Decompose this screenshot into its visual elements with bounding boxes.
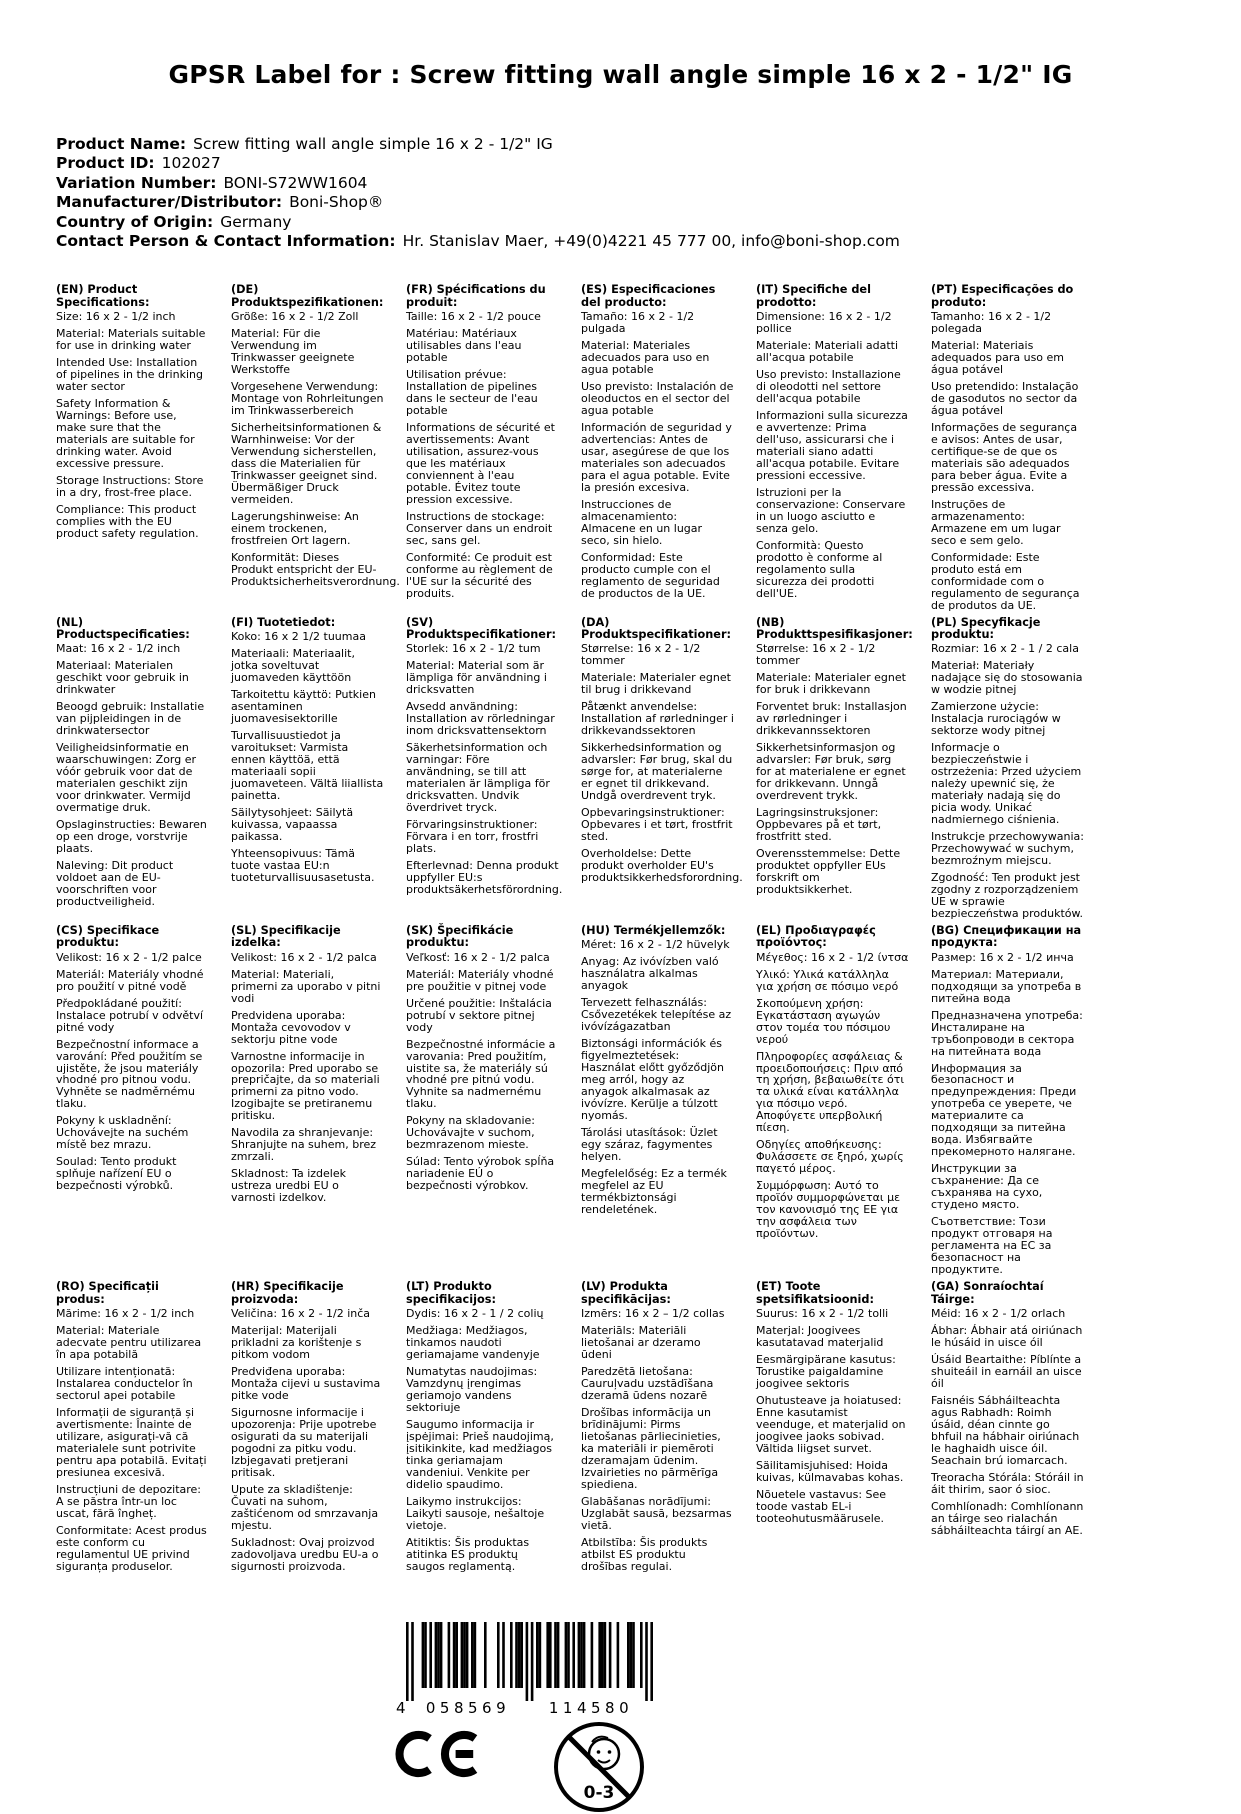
spec-paragraph: Materiaali: Materiaalit, jotka soveltuvat juomaveden käyttöön [231,647,355,684]
spec-section-title: (SK) Špecifikácie produktu: [406,924,514,950]
spec-paragraph: Navodila za shranjevanje: Shranjujte na suhem, brez zmrzali. [231,1126,377,1164]
barcode-icon [392,1622,654,1716]
spec-paragraph: Size: 16 x 2 - 1/2 inch [56,310,176,324]
spec-section-et [756,1281,909,1577]
spec-paragraph: Veľkosť: 16 x 2 - 1/2 palca [406,950,550,964]
spec-paragraph: Taille: 16 x 2 - 1/2 pouce [406,310,541,324]
product-info-label: Variation Number: [56,173,217,192]
spec-section-nl [56,617,209,925]
spec-paragraph: Uso previsto: Instalación de oleoductos en el sector del agua potable [581,379,734,417]
spec-paragraph: Tervezett felhasználás: Csővezetékek telepítése az ivóvízágazatban [581,996,732,1034]
spec-paragraph: Material: Materiale adecvate pentru utilizarea în apa potabilă [56,1323,202,1361]
spec-section-cs [56,925,209,1281]
spec-paragraph: Υλικό: Υλικά κατάλληλα για χρήση σε πόσιμο νερό [756,967,899,993]
spec-section-bg [931,925,1084,1281]
spec-paragraph: Informacje o bezpieczeństwie i ostrzeżenia: Przed użyciem należy upewnić się, że materiały nadają się do picia wody. Unikać nadmiernego ciśnienia. [931,741,1082,827]
spec-paragraph: Treoracha Stórála: Stóráil in áit thirim, saor ó sioc. [931,1470,1084,1496]
spec-paragraph: Lagerungshinweise: An einem trockenen, frostfreien Ort lagern. [231,509,359,547]
spec-paragraph: Forventet bruk: Installasjon av rørledninger i drikkevannssektoren [756,700,907,738]
spec-paragraph: Conformidade: Este produto está em conformidade com o regulamento de segurança de produtos da UE. [931,550,1080,612]
product-info-label: Manufacturer/Distributor: [56,193,283,212]
spec-paragraph: Súlad: Tento výrobok spĺňa nariadenie EÚ o bezpečnosti výrobkov. [406,1155,555,1193]
spec-paragraph: Storlek: 16 x 2 - 1/2 tum [406,642,541,656]
spec-paragraph: Nõuetele vastavus: See toode vastab EL-i tooteohutusmäärusele. [756,1487,887,1525]
spec-section-title: (CS) Specifikace produktu: [56,924,160,950]
spec-paragraph: Instrukcje przechowywania: Przechowywać w suchym, bezmroźnym miejscu. [931,830,1085,868]
spec-paragraph: Materijal: Materijali prikladni za korištenje s pitkom vodom [231,1323,362,1361]
spec-paragraph: Velikost: 16 x 2 - 1/2 palce [56,950,202,964]
spec-section-fi [231,617,384,925]
spec-paragraph: Matériau: Matériaux utilisables dans l'eau potable [406,327,522,365]
spec-paragraph: Predvidena uporaba: Montaža cevovodov v sektorju pitne vode [231,1008,351,1046]
spec-paragraph: Materiaal: Materialen geschikt voor gebruik in drinkwater [56,659,189,697]
spec-paragraph: Instruções de armazenamento: Armazene em um lugar seco e sem gelo. [931,497,1061,547]
spec-paragraph: Yhteensopivuus: Tämä tuote vastaa EU:n tuoteturvallisuusasetusta. [231,846,375,884]
spec-paragraph: Предназначена употреба: Инсталиране на тръбопроводи в сектора на питейната вода [931,1008,1083,1058]
spec-paragraph: Beoogd gebruik: Installatie van pijpleidingen in de drinkwatersector [56,700,205,738]
spec-paragraph: Velikost: 16 x 2 - 1/2 palca [231,950,377,964]
spec-section-title: (LT) Produkto specifikacijos: [406,1280,496,1306]
spec-paragraph: Medžiaga: Medžiagos, tinkamos naudoti geriamajame vandenyje [406,1323,540,1361]
spec-paragraph: Drošības informācija un brīdinājumi: Pirms lietošanas pārliecinieties, ka materiāli ir piemēroti dzeramajam ūdenim. Izvairieties no pārmērīga spiediena. [581,1405,721,1491]
spec-paragraph: Bezpečnostné informácie a varovania: Pred použitím, uistite sa, že materiály sú vhodné pre pitnú vodu. Vyhnite sa nadmernému tlaku. [406,1037,556,1111]
spec-section-title: (FI) Tuotetiedot: [231,615,336,629]
spec-paragraph: Materiale: Materialer egnet for bruk i drikkevann [756,671,906,697]
spec-paragraph: Instructions de stockage: Conserver dans un endroit sec, sans gel. [406,509,553,547]
spec-section-da [581,615,743,925]
spec-paragraph: Größe: 16 x 2 - 1/2 Zoll [231,310,359,324]
spec-paragraph: Saugumo informacija ir įspėjimai: Prieš naudojimą, įsitikinkite, kad medžiagos tinka geriamajam vandeniui. Venkite per didelio spaudimo. [406,1417,554,1491]
page-title: GPSR Label for : Screw fitting wall angle simple 16 x 2 - 1/2" IG [168,60,1073,89]
spec-paragraph: Ábhar: Ábhair atá oiriúnach le húsáid in uisce óil [931,1323,1083,1349]
spec-section-ro [56,1281,209,1577]
spec-paragraph: Instrucțiuni de depozitare: A se păstra într-un loc uscat, fără îngheț. [56,1482,202,1520]
spec-paragraph: Materiał: Materiały nadające się do stosowania w wodzie pitnej [931,659,1083,697]
spec-paragraph: Størrelse: 16 x 2 - 1/2 tommer [581,642,701,668]
spec-section-title: (LV) Produkta specifikācijas: [581,1280,671,1306]
spec-paragraph: Mărime: 16 x 2 - 1/2 inch [56,1306,195,1320]
spec-paragraph: Zgodność: Ten produkt jest zgodny z rozporządzeniem UE w sprawie bezpieczeństwa produktów. [931,871,1084,921]
spec-paragraph: Información de seguridad y advertencias: Antes de usar, asegúrese de que los materiales son adecuados para el agua potable. Evite la presión excesiva. [581,420,732,494]
spec-paragraph: Suurus: 16 x 2 - 1/2 tolli [756,1306,889,1320]
spec-paragraph: Předpokládané použití: Instalace potrubí v odvětví pitné vody [56,996,204,1034]
spec-paragraph: Eesmärgipärane kasutus: Torustike paigaldamine joogivee sektoris [756,1352,896,1390]
product-info-label: Product ID: [56,154,155,173]
spec-paragraph: Informații de siguranță și avertismente: Înainte de utilizare, asigurați-vă că materialele sunt potrivite pentru apa potabilă. Evitați presiunea excesivă. [56,1405,207,1479]
spec-section-title: (PL) Specyfikacje produktu: [931,615,1041,642]
spec-paragraph: Opslaginstructies: Bewaren op een droge, vorstvrije plaats. [56,818,207,856]
product-info-line [56,213,1241,232]
compliance-marks [394,1720,692,1814]
spec-paragraph: Atbilstība: Šis produkts atbilst ES produktu drošības regulai. [581,1535,708,1573]
spec-paragraph: Megfelelőség: Ez a termék megfelel az EU termékbiztonsági rendeletének. [581,1167,727,1216]
spec-paragraph: Istruzioni per la conservazione: Conservare in un luogo asciutto e senza gelo. [756,485,906,535]
spec-paragraph: Méid: 16 x 2 - 1/2 orlach [931,1306,1066,1320]
spec-paragraph: Storage Instructions: Store in a dry, frost-free place. [56,473,204,499]
spec-paragraph: Συμμόρφωση: Αυτό το προϊόν συμμορφώνεται με τον κανονισμό της ΕΕ για την ασφάλεια των προϊόντων. [756,1179,901,1241]
spec-paragraph: Biztonsági információk és figyelmeztetések: Használat előtt győződjön meg arról, hogy az anyagok alkalmasak az ivóvízre. Kerülje a túlzott nyomás. [581,1037,724,1123]
spec-paragraph: Utilisation prévue: Installation de pipelines dans le secteur de l'eau potable [406,368,538,417]
spec-section-title: (RO) Specificații produs: [56,1280,159,1306]
spec-paragraph: Materiál: Materiály vhodné pro použití v pitné vodě [56,967,204,993]
spec-paragraph: Naleving: Dit product voldoet aan de EU-voorschriften voor productveiligheid. [56,859,174,909]
spec-paragraph: Material: Materiales adecuados para uso en agua potable [581,339,710,376]
spec-section-title: (SL) Specifikacije izdelka: [231,924,341,950]
spec-section-nb [756,615,913,925]
spec-paragraph: Tárolási utasítások: Üzlet egy száraz, fagymentes helyen. [581,1126,718,1164]
spec-paragraph: Conformité: Ce produit est conforme au règlement de l'UE sur la sécurité des produits. [406,550,553,600]
spec-grid [56,284,1241,1577]
spec-section-pl [931,617,1084,925]
spec-paragraph: Instrucciones de almacenamiento: Almacene en un lugar seco, sin hielo. [581,497,703,547]
spec-paragraph: Vorgesehene Verwendung: Montage von Rohrleitungen im Trinkwasserbereich [231,379,384,417]
spec-paragraph: Påtænkt anvendelse: Installation af rørledninger i drikkevandssektoren [581,700,734,738]
barcode-digits-right: 114580 [548,1698,634,1717]
product-info-value: Hr. Stanislav Maer, +49(0)4221 45 777 00, info@boni-shop.com [402,232,900,251]
product-info-value: BONI-S72WW1604 [223,173,368,192]
spec-paragraph: Varnostne informacije in opozorila: Pred uporabo se prepričajte, da so materiali primerni za pitno vodo. Izogibajte se pretiranemu pritisku. [231,1049,380,1123]
spec-paragraph: Størrelse: 16 x 2 - 1/2 tommer [756,642,876,668]
spec-paragraph: Tamaño: 16 x 2 - 1/2 pulgada [581,310,695,336]
spec-paragraph: Zamierzone użycie: Instalacja rurociągów w sektorze wody pitnej [931,700,1061,738]
age-warning-label: 0-3 [583,1782,615,1803]
spec-paragraph: Material: Materials suitable for use in drinking water [56,327,206,353]
spec-paragraph: Lagringsinstruksjoner: Oppbevares på et tørt, frostfritt sted. [756,806,882,844]
spec-paragraph: Overensstemmelse: Dette produktet oppfyller EUs forskrift om produktsikkerhet. [756,847,901,897]
spec-paragraph: Soulad: Tento produkt splňuje nařízení EU o bezpečnosti výrobků. [56,1155,177,1193]
spec-paragraph: Съответствие: Този продукт отговаря на регламента на ЕС за безопасност на продуктите. [931,1215,1053,1277]
spec-section-title: (EL) Προδιαγραφές προϊόντος: [756,924,876,950]
spec-section-sv [406,615,563,925]
product-info-label: Contact Person & Contact Information: [56,232,396,251]
spec-paragraph: Materiale: Materialer egnet til brug i drikkevand [581,671,731,697]
spec-paragraph: Upute za skladištenje: Čuvati na suhom, zaštićenom od smrzavanja mjestu. [231,1482,379,1532]
spec-paragraph: Informações de segurança e avisos: Antes de usar, certifique-se de que os materiais são adequados para beber água. Evite a pressão excessiva. [931,420,1078,494]
ce-mark-icon [394,1732,482,1776]
spec-section-hu [581,925,734,1281]
spec-section-hr [231,1281,384,1577]
spec-paragraph: Skladnost: Ta izdelek ustreza uredbi EU o varnosti izdelkov. [231,1167,346,1205]
spec-section-title: (DE) Produktspezifikationen: [231,283,384,309]
spec-paragraph: Μέγεθος: 16 x 2 - 1/2 ίντσα [756,950,909,964]
spec-paragraph: Säkerhetsinformation och varningar: Före användning, se till att materialen är lämpliga för dricksvatten. Undvik överdrivet tryck. [406,741,550,815]
spec-paragraph: Utilizare intenționată: Instalarea conductelor în sectorul apei potabile [56,1364,193,1402]
product-info-label: Country of Origin: [56,212,214,231]
product-info-value: Boni-Shop® [289,193,384,212]
spec-section-ga [931,1281,1084,1577]
spec-paragraph: Sikkerhetsinformasjon og advarsler: Før bruk, sørg for at materialene er egnet for drikkevann. Unngå overdrevent trykk. [756,741,906,803]
spec-paragraph: Säilytysohjeet: Säilytä kuivassa, vapaassa paikassa. [231,805,354,843]
spec-paragraph: Tarkoitettu käyttö: Putkien asentaminen juomavesisektorille [231,687,376,725]
spec-paragraph: Πληροφορίες ασφάλειας & προειδοποιήσεις: Πριν από τη χρήση, βεβαιωθείτε ότι τα υλικά είναι κατάλληλα για πόσιμο νερό. Αποφύγετε υπερβολική πίεση. [756,1049,905,1135]
spec-section-title: (FR) Spécifications du produit: [406,283,546,309]
spec-paragraph: Sikkerhedsinformation og advarsler: Før brug, skal du sørge for, at materialerne er egnet til drikkevand. Undgå overdrevent tryk. [581,741,733,803]
product-info [56,135,1241,251]
spec-paragraph: Faisnéis Sábháilteachta agus Rabhadh: Roimh úsáid, déan cinnte go bhfuil na hábhair oiriúnach le haghaidh uisce óil. Seachain brú iomarcach. [931,1393,1080,1467]
spec-paragraph: Paredzētā lietošana: Cauruļvadu uzstādīšana dzeramā ūdens nozarē [581,1364,714,1402]
spec-section-title: (GA) Sonraíochtaí Táirge: [931,1280,1044,1306]
barcode [392,1622,654,1716]
spec-paragraph: Materjal: Joogivees kasutatavad materjalid [756,1323,884,1349]
spec-section-lv [581,1281,734,1577]
spec-section-title: (SV) Produktspecifikationer: [406,615,557,642]
spec-paragraph: Compliance: This product complies with the EU product safety regulation. [56,502,199,540]
spec-section-title: (DA) Produktspecifikationer: [581,615,732,642]
spec-paragraph: Conformità: Questo prodotto è conforme al regolamento sulla sicurezza dei prodotti dell'UE. [756,538,883,600]
spec-paragraph: Materiāls: Materiāli lietošanai ar dzeramo ūdeni [581,1323,701,1361]
spec-paragraph: Safety Information & Warnings: Before use, make sure that the materials are suitable for drinking water. Avoid excessive pressure. [56,396,195,470]
spec-paragraph: Dimensione: 16 x 2 - 1/2 pollice [756,310,892,336]
spec-paragraph: Rozmiar: 16 x 2 - 1 / 2 cala [931,642,1079,656]
spec-paragraph: Ohutusteave ja hoiatused: Enne kasutamist veenduge, et materjalid on joogivee jaoks sobivad. Vältida liigset survet. [756,1393,906,1455]
spec-paragraph: Izmērs: 16 x 2 – 1/2 collas [581,1306,725,1320]
spec-paragraph: Materiál: Materiály vhodné pre použitie v pitnej vode [406,967,554,993]
spec-paragraph: Koko: 16 x 2 1/2 tuumaa [231,630,366,644]
spec-paragraph: Материал: Материали, подходящи за употреба в питейна вода [931,967,1082,1005]
spec-paragraph: Veiligheidsinformatie en waarschuwingen: Zorg er vóór gebruik voor dat de materialen geschikt zijn voor drinkwater. Vermijd overmatige druk. [56,741,197,815]
product-info-value: 102027 [161,154,221,173]
spec-paragraph: Material: Materiali, primerni za uporabo v pitni vodi [231,967,381,1005]
spec-paragraph: Conformitate: Acest produs este conform cu regulamentul UE privind siguranța produselor. [56,1523,207,1573]
bottom-marks [392,1622,692,1814]
spec-paragraph: Maat: 16 x 2 - 1/2 inch [56,642,181,656]
spec-paragraph: Atitiktis: Šis produktas atitinka ES produktų saugos reglamentą. [406,1535,530,1573]
spec-section-title: (ES) Especificaciones del producto: [581,283,716,309]
spec-paragraph: Určené použitie: Inštalácia potrubí v sektore pitnej vody [406,996,552,1034]
product-info-line [56,174,1241,193]
spec-section-title: (PT) Especificações do produto: [931,283,1074,309]
spec-section-title: (HR) Specifikacije proizvoda: [231,1280,344,1306]
spec-paragraph: Bezpečnostní informace a varování: Před použitím se ujistěte, že jsou materiály vhodné pro pitnou vodu. Vyhněte se nadměrnému tlaku. [56,1037,203,1111]
spec-section-fr [406,284,559,616]
spec-section-title: (ET) Toote spetsifikatsioonid: [756,1280,875,1306]
spec-paragraph: Glabāšanas norādījumi: Uzglabāt sausā, bezsarmas vietā. [581,1494,732,1532]
spec-paragraph: Informazioni sulla sicurezza e avvertenze: Prima dell'uso, assicurarsi che i materiali siano adatti all'acqua potabile. Evitare pressioni eccessive. [756,408,908,482]
spec-paragraph: Material: Für die Verwendung im Trinkwasser geeignete Werkstoffe [231,327,355,376]
spec-paragraph: Dydis: 16 x 2 - 1 / 2 colių [406,1306,544,1320]
product-info-line [56,154,1241,173]
product-info-label: Product Name: [56,135,187,153]
spec-section-it [756,284,909,616]
spec-paragraph: Predviđena uporaba: Montaža cijevi u sustavima pitke vode [231,1364,381,1402]
spec-paragraph: Säilitamisjuhised: Hoida kuivas, külmavabas kohas. [756,1458,904,1484]
spec-paragraph: Konformität: Dieses Produkt entspricht der EU-Produktsicherheitsverordnung. [231,550,400,588]
spec-paragraph: Инструкции за съхранение: Да се съхранява на сухо, студено място. [931,1162,1043,1212]
spec-paragraph: Efterlevnad: Denna produkt uppfyller EU:s produktsäkerhetsförordning. [406,859,563,897]
spec-paragraph: Opbevaringsinstruktioner: Opbevares i et tørt, frostfrit sted. [581,806,733,844]
spec-paragraph: Turvallisuustiedot ja varoitukset: Varmista ennen käyttöä, että materiaali sopii juomaveteen. Vältä liiallista painetta. [231,728,384,802]
product-info-value: Screw fitting wall angle simple 16 x 2 - 1/2" IG [193,135,553,153]
spec-paragraph: Méret: 16 x 2 - 1/2 hüvelyk [581,938,730,952]
spec-paragraph: Avsedd användning: Installation av rörledningar inom dricksvattensektorn [406,700,555,738]
spec-section-sl [231,925,384,1281]
spec-paragraph: Veličina: 16 x 2 - 1/2 inča [231,1306,371,1320]
spec-paragraph: Förvaringsinstruktioner: Förvara i en torr, frostfri plats. [406,818,539,856]
spec-paragraph: Úsáid Beartaithe: Píblínte a shuiteáil in earnáil an uisce óil [931,1352,1082,1390]
spec-section-title: (EN) Product Specifications: [56,283,150,309]
spec-paragraph: Material: Materiais adequados para uso em água potável [931,339,1065,376]
spec-section-lt [406,1281,559,1577]
spec-section-title: (NL) Productspecificaties: [56,615,190,642]
spec-section-el [756,925,909,1281]
spec-paragraph: Informations de sécurité et avertissements: Avant utilisation, assurez-vous que les matériaux conviennent à l'eau potable. Évitez toute pression excessive. [406,420,555,506]
spec-paragraph: Overholdelse: Dette produkt overholder EU's produktsikkerhedsforordning. [581,847,743,885]
spec-paragraph: Uso previsto: Installazione di oleodotti nel settore dell'acqua potabile [756,368,901,405]
spec-paragraph: Размер: 16 x 2 - 1/2 инча [931,950,1074,964]
age-warning-0-3-icon [552,1720,646,1814]
spec-section-es [581,284,734,616]
spec-section-title: (HU) Termékjellemzők: [581,924,726,937]
spec-paragraph: Comhlíonadh: Comhlíonann an táirge seo rialachán sábháilteachta táirgí an AE. [931,1499,1084,1537]
spec-paragraph: Sigurnosne informacije i upozorenja: Prije upotrebe osigurati da su materijali pogodni za pitku vodu. Izbjegavati pretjerani pritisak. [231,1405,377,1479]
barcode-digits-left: 058569 [425,1698,511,1717]
barcode-lead-digit: 4 [396,1698,406,1717]
spec-section-de [231,283,400,616]
spec-paragraph: Информация за безопасност и предупреждения: Преди употреба се уверете, че материалите са подходящи за питейна вода. Избягвайте прекомерното налягане. [931,1061,1077,1159]
spec-section-pt [931,284,1084,616]
spec-paragraph: Tamanho: 16 x 2 - 1/2 polegada [931,310,1052,336]
spec-paragraph: Pokyny k uskladnění: Uchovávejte na suchém místě bez mrazu. [56,1114,189,1152]
spec-section-sk [406,925,559,1281]
product-info-line [56,193,1241,212]
spec-paragraph: Anyag: Az ivóvízben való használatra alkalmas anyagok [581,955,719,993]
spec-paragraph: Material: Material som är lämpliga för användning i dricksvatten [406,659,547,697]
product-info-line [56,135,1241,154]
spec-paragraph: Sicherheitsinformationen & Warnhinweise: Vor der Verwendung sicherstellen, dass die Materialien für Trinkwasser geeignet sind. Übermäßiger Druck vermeiden. [231,420,382,506]
spec-paragraph: Conformidad: Este producto cumple con el reglamento de seguridad de productos de la UE. [581,550,720,600]
product-info-value: Germany [220,212,292,231]
spec-paragraph: Σκοπούμενη χρήση: Εγκατάσταση αγωγών στον τομέα του πόσιμου νερού [756,996,891,1046]
spec-paragraph: Numatytas naudojimas: Vamzdynų įrengimas geriamojo vandens sektoriuje [406,1364,538,1414]
spec-paragraph: Intended Use: Installation of pipelines in the drinking water sector [56,356,203,393]
spec-paragraph: Sukladnost: Ovaj proizvod zadovoljava uredbu EU-a o sigurnosti proizvoda. [231,1535,379,1573]
product-info-line [56,232,1241,251]
spec-section-title: (NB) Produkttspesifikasjoner: [756,615,913,642]
spec-paragraph: Pokyny na skladovanie: Uchovávajte v suchom, bezmrazenom mieste. [406,1114,536,1152]
spec-paragraph: Laikymo instrukcijos: Laikyti sausoje, nešaltoje vietoje. [406,1494,545,1532]
spec-paragraph: Materiale: Materiali adatti all'acqua potabile [756,339,899,365]
spec-section-title: (IT) Specifiche del prodotto: [756,283,871,309]
spec-section-title: (BG) Спецификации на продукта: [931,924,1082,950]
spec-paragraph: Οδηγίες αποθήκευσης: Φυλάσσετε σε ξηρό, χωρίς παγετό μέρος. [756,1138,904,1176]
spec-paragraph: Uso pretendido: Instalação de gasodutos no sector da água potável [931,379,1079,417]
spec-section-en [56,284,209,616]
